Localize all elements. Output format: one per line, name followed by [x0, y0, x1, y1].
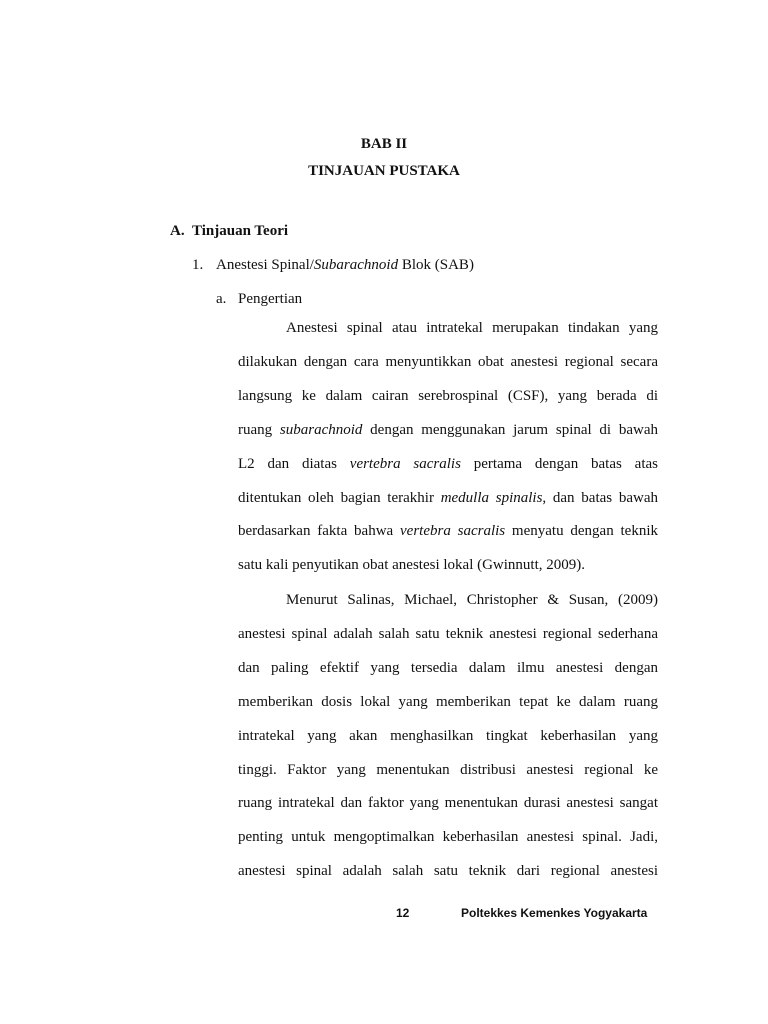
text-line: [238, 386, 658, 406]
subsection-label-pre: Anestesi Spinal/: [216, 257, 314, 273]
text-line: [238, 658, 658, 678]
text-run: ditentukan oleh bagian terakhir: [238, 490, 441, 506]
page-number: 12: [396, 906, 410, 920]
text-run: langsung ke dalam cairan serebrospinal (CSF), yang berada di: [238, 388, 658, 404]
text-line: [238, 861, 658, 881]
text-run: ruang intratekal dan faktor yang menentukan durasi anestesi sangat: [238, 795, 658, 811]
section-heading-a: [170, 222, 288, 240]
text-run: L2 dan diatas: [238, 456, 350, 472]
text-run: dengan menggunakan jarum spinal di bawah: [362, 422, 658, 438]
text-line: [238, 352, 658, 372]
chapter-title: TINJAUAN PUSTAKA: [308, 163, 460, 179]
chapter-label: BAB II: [360, 136, 408, 152]
text-line: [238, 454, 658, 474]
institution-name: Poltekkes Kemenkes Yogyakarta: [461, 906, 648, 920]
text-run: memberikan dosis lokal yang memberikan tepat ke dalam ruang: [238, 694, 658, 710]
italic-term: vertebra sacralis: [349, 456, 461, 472]
subsection-heading-1: [192, 256, 474, 274]
section-number: A.: [170, 223, 185, 239]
subsection-label-italic: Subarachnoid: [313, 257, 399, 273]
italic-term: subarachnoid: [279, 422, 363, 438]
subsubsection-label: Pengertian: [238, 291, 303, 307]
text-line: [238, 555, 658, 575]
text-line: [238, 827, 658, 847]
text-run: berdasarkan fakta bahwa: [238, 523, 400, 539]
text-run: dan paling efektif yang tersedia dalam ilmu anestesi dengan: [238, 660, 658, 676]
text-line: [238, 726, 658, 746]
text-run: Anestesi spinal atau intratekal merupakan tindakan yang: [286, 320, 658, 336]
italic-term: vertebra sacralis: [400, 523, 506, 539]
text-line: [238, 318, 658, 338]
text-run: intratekal yang akan menghasilkan tingkat keberhasilan yang: [238, 728, 658, 744]
subsubsection-number: a.: [216, 291, 227, 307]
text-run: satu kali penyutikan obat anestesi lokal (Gwinnutt, 2009).: [238, 557, 586, 573]
text-run: anestesi spinal adalah salah satu teknik dari regional anestesi: [238, 863, 658, 879]
text-run: ruang: [238, 422, 280, 438]
italic-term: medulla spinalis: [440, 490, 543, 506]
subsection-label-post: Blok (SAB): [398, 257, 474, 273]
text-line: [238, 624, 658, 644]
text-run: dilakukan dengan cara menyuntikkan obat anestesi regional secara: [238, 354, 658, 370]
text-line: [238, 692, 658, 712]
text-line: [238, 793, 658, 813]
section-label: Tinjauan Teori: [192, 223, 289, 239]
text-line: [238, 420, 658, 440]
subsection-number: 1.: [192, 257, 204, 273]
text-run: Menurut Salinas, Michael, Christopher & Susan, (2009): [286, 592, 658, 608]
text-run: menyatu dengan teknik: [505, 523, 658, 539]
text-line: [238, 488, 658, 508]
text-run: pertama dengan batas atas: [460, 456, 658, 472]
text-line: [238, 521, 658, 541]
text-run: tinggi. Faktor yang menentukan distribusi anestesi regional ke: [238, 762, 658, 778]
text-line: [238, 590, 658, 610]
text-line: [238, 760, 658, 780]
text-run: , dan batas bawah: [542, 490, 658, 506]
subsubsection-heading-a: [216, 290, 302, 308]
text-run: anestesi spinal adalah salah satu teknik anestesi regional sederhana: [238, 626, 658, 642]
text-run: penting untuk mengoptimalkan keberhasilan anestesi spinal. Jadi,: [238, 829, 658, 845]
